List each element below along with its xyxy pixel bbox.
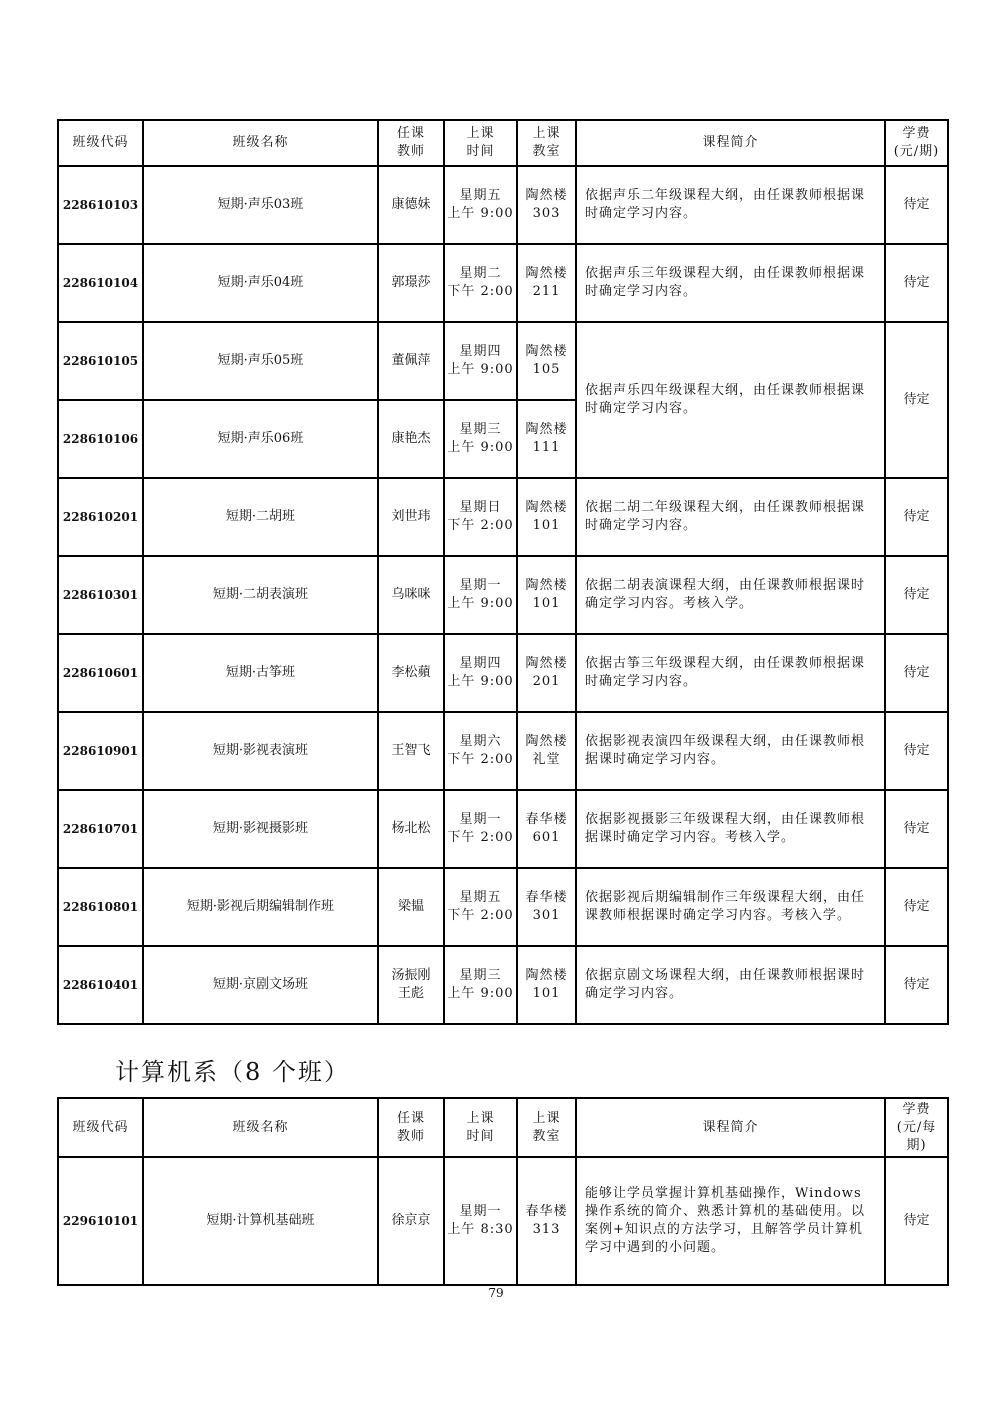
teacher: 王智飞 bbox=[378, 712, 444, 790]
class-code: 228610106 bbox=[58, 400, 143, 478]
class-code: 228610901 bbox=[58, 712, 143, 790]
tuition-fee: 待定 bbox=[885, 868, 948, 946]
section-title: 计算机系（8 个班） bbox=[115, 1058, 350, 1086]
class-time: 星期四 上午 9:00 bbox=[444, 322, 517, 400]
classroom: 陶然楼 101 bbox=[517, 556, 576, 634]
header-fee: 学费 (元/每 期) bbox=[885, 1098, 948, 1157]
course-description: 依据二胡表演课程大纲，由任课教师根据课时确定学习内容。考核入学。 bbox=[576, 556, 885, 634]
class-name: 短期·声乐05班 bbox=[143, 322, 378, 400]
header-description: 课程简介 bbox=[576, 1098, 885, 1157]
class-time: 星期一 上午 9:00 bbox=[444, 556, 517, 634]
course-description: 依据古筝三年级课程大纲，由任课教师根据课时确定学习内容。 bbox=[576, 634, 885, 712]
teacher: 梁韫 bbox=[378, 868, 444, 946]
table-row bbox=[58, 556, 948, 634]
class-name: 短期·影视后期编辑制作班 bbox=[143, 868, 378, 946]
header-fee: 学费 (元/期) bbox=[885, 120, 948, 166]
course-description: 依据影视表演四年级课程大纲，由任课教师根据课时确定学习内容。 bbox=[576, 712, 885, 790]
teacher: 郭璟莎 bbox=[378, 244, 444, 322]
teacher: 汤振刚 王彪 bbox=[378, 946, 444, 1024]
tuition-fee: 待定 bbox=[885, 1157, 948, 1285]
class-name: 短期·古筝班 bbox=[143, 634, 378, 712]
class-code: 229610101 bbox=[58, 1157, 143, 1285]
class-code: 228610201 bbox=[58, 478, 143, 556]
header-description: 课程简介 bbox=[576, 120, 885, 166]
classroom: 陶然楼 111 bbox=[517, 400, 576, 478]
class-time: 星期四 上午 9:00 bbox=[444, 634, 517, 712]
teacher: 康德妹 bbox=[378, 166, 444, 244]
teacher: 刘世玮 bbox=[378, 478, 444, 556]
table-row bbox=[58, 634, 948, 712]
tuition-fee: 待定 bbox=[885, 478, 948, 556]
class-name: 短期·声乐04班 bbox=[143, 244, 378, 322]
teacher: 徐京京 bbox=[378, 1157, 444, 1285]
teacher: 董佩萍 bbox=[378, 322, 444, 400]
classroom: 陶然楼 101 bbox=[517, 478, 576, 556]
header-class-name: 班级名称 bbox=[143, 120, 378, 166]
table-row bbox=[58, 790, 948, 868]
class-time: 星期六 下午 2:00 bbox=[444, 712, 517, 790]
classroom: 春华楼 301 bbox=[517, 868, 576, 946]
course-description: 依据二胡二年级课程大纲，由任课教师根据课时确定学习内容。 bbox=[576, 478, 885, 556]
course-description: 依据影视后期编辑制作三年级课程大纲，由任课教师根据课时确定学习内容。考核入学。 bbox=[576, 868, 885, 946]
classroom: 陶然楼 101 bbox=[517, 946, 576, 1024]
class-name: 短期·二胡表演班 bbox=[143, 556, 378, 634]
course-description: 依据声乐三年级课程大纲，由任课教师根据课时确定学习内容。 bbox=[576, 244, 885, 322]
class-code: 228610105 bbox=[58, 322, 143, 400]
header-teacher: 任课 教师 bbox=[378, 1098, 444, 1157]
tuition-fee: 待定 bbox=[885, 166, 948, 244]
class-name: 短期·影视摄影班 bbox=[143, 790, 378, 868]
class-name: 短期·声乐06班 bbox=[143, 400, 378, 478]
table-row bbox=[58, 946, 948, 1024]
class-time: 星期日 下午 2:00 bbox=[444, 478, 517, 556]
classroom: 陶然楼 礼堂 bbox=[517, 712, 576, 790]
page-number: 79 bbox=[488, 1286, 504, 1300]
tuition-fee: 待定 bbox=[885, 322, 948, 478]
class-code: 228610104 bbox=[58, 244, 143, 322]
class-name: 短期·影视表演班 bbox=[143, 712, 378, 790]
teacher: 李松蘋 bbox=[378, 634, 444, 712]
course-description: 依据声乐二年级课程大纲，由任课教师根据课时确定学习内容。 bbox=[576, 166, 885, 244]
classroom: 陶然楼 303 bbox=[517, 166, 576, 244]
header-time: 上课 时间 bbox=[444, 120, 517, 166]
classroom: 陶然楼 201 bbox=[517, 634, 576, 712]
header-class-name: 班级名称 bbox=[143, 1098, 378, 1157]
class-time: 星期五 上午 9:00 bbox=[444, 166, 517, 244]
tuition-fee: 待定 bbox=[885, 790, 948, 868]
header-time: 上课 时间 bbox=[444, 1098, 517, 1157]
course-description: 依据声乐四年级课程大纲，由任课教师根据课时确定学习内容。 bbox=[576, 322, 885, 478]
header-teacher: 任课 教师 bbox=[378, 120, 444, 166]
table-row bbox=[58, 868, 948, 946]
tuition-fee: 待定 bbox=[885, 556, 948, 634]
teacher: 杨北松 bbox=[378, 790, 444, 868]
class-time: 星期一 下午 2:00 bbox=[444, 790, 517, 868]
tuition-fee: 待定 bbox=[885, 244, 948, 322]
table-header-row bbox=[58, 120, 948, 166]
class-name: 短期·二胡班 bbox=[143, 478, 378, 556]
tuition-fee: 待定 bbox=[885, 946, 948, 1024]
classroom: 春华楼 601 bbox=[517, 790, 576, 868]
class-time: 星期三 上午 9:00 bbox=[444, 946, 517, 1024]
header-class-code: 班级代码 bbox=[58, 120, 143, 166]
table-row bbox=[58, 166, 948, 244]
class-time: 星期五 下午 2:00 bbox=[444, 868, 517, 946]
table-row bbox=[58, 712, 948, 790]
music-class-table bbox=[57, 119, 949, 1025]
table-row bbox=[58, 1157, 948, 1285]
class-code: 228610801 bbox=[58, 868, 143, 946]
class-code: 228610301 bbox=[58, 556, 143, 634]
class-code: 228610601 bbox=[58, 634, 143, 712]
table-row bbox=[58, 244, 948, 322]
teacher: 康艳杰 bbox=[378, 400, 444, 478]
class-name: 短期·京剧文场班 bbox=[143, 946, 378, 1024]
class-name: 短期·计算机基础班 bbox=[143, 1157, 378, 1285]
header-class-code: 班级代码 bbox=[58, 1098, 143, 1157]
header-room: 上课 教室 bbox=[517, 120, 576, 166]
course-description: 能够让学员掌握计算机基础操作，Windows 操作系统的简介、熟悉计算机的基础使用。以案例+知识点的方法学习，且解答学员计算机学习中遇到的小问题。 bbox=[576, 1157, 885, 1285]
table-row bbox=[58, 322, 948, 400]
tuition-fee: 待定 bbox=[885, 634, 948, 712]
class-code: 228610701 bbox=[58, 790, 143, 868]
class-name: 短期·声乐03班 bbox=[143, 166, 378, 244]
header-room: 上课 教室 bbox=[517, 1098, 576, 1157]
class-code: 228610103 bbox=[58, 166, 143, 244]
class-time: 星期三 上午 9:00 bbox=[444, 400, 517, 478]
tuition-fee: 待定 bbox=[885, 712, 948, 790]
classroom: 春华楼 313 bbox=[517, 1157, 576, 1285]
class-time: 星期一 上午 8:30 bbox=[444, 1157, 517, 1285]
table-row bbox=[58, 478, 948, 556]
class-time: 星期二 下午 2:00 bbox=[444, 244, 517, 322]
classroom: 陶然楼 105 bbox=[517, 322, 576, 400]
table-header-row bbox=[58, 1098, 948, 1157]
classroom: 陶然楼 211 bbox=[517, 244, 576, 322]
teacher: 乌咪咪 bbox=[378, 556, 444, 634]
computer-class-table bbox=[57, 1097, 949, 1286]
course-description: 依据京剧文场课程大纲，由任课教师根据课时确定学习内容。 bbox=[576, 946, 885, 1024]
course-description: 依据影视摄影三年级课程大纲，由任课教师根据课时确定学习内容。考核入学。 bbox=[576, 790, 885, 868]
class-code: 228610401 bbox=[58, 946, 143, 1024]
